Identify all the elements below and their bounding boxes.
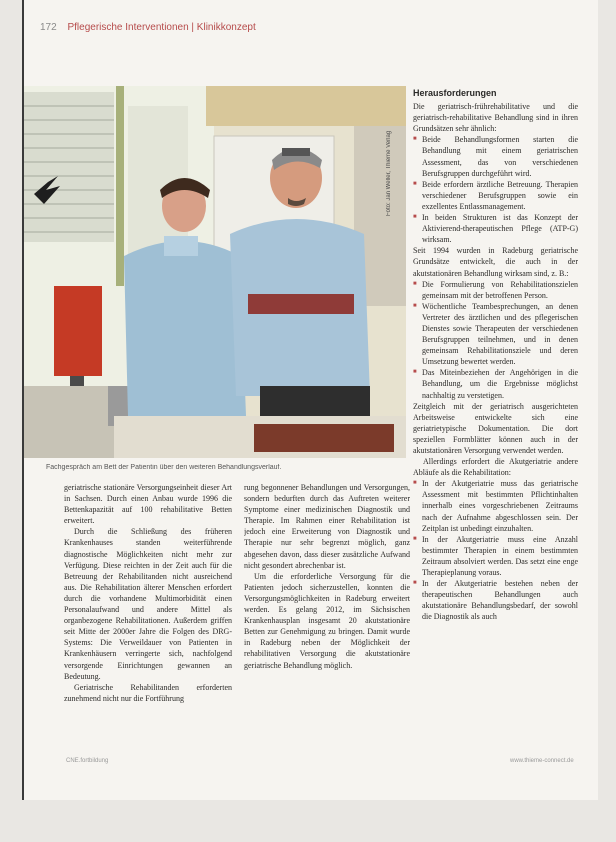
- list-item: ■ In beiden Strukturen ist das Konzept der Aktivierend-therapeutischen Pflege (ATP-G) wirksam.: [422, 212, 578, 245]
- list-item: ■ In der Akutgeriatrie muss das geriatrische Assessment mit bestimmten Pflichtinhalten innerhalb eines vorgeschriebenen Zeitraums nach der Aufnahme abgeschlossen sein. Der Zeitplan ist unbedingt einzuhalten.: [422, 478, 578, 533]
- paragraph: Die geriatrisch-frührehabilitative und die geriatrisch-rehabilitative Behandlung sind in ihren Grundsätzen sehr ähnlich:: [413, 102, 578, 134]
- paragraph: rung begonnener Behandlungen und Versorgungen, sondern bedurften durch das Auftreten weiterer Symptome einer medizinischen Diagnostik und Therapie. Im Rahmen einer Rehabilitation ist jedoch eine Erweiterung von Diagnostik und Therapie nur sehr begrenzt möglich, ganz abgesehen davon, dass dieser zusätzliche Aufwand nicht gesondert abrechenbar ist.: [244, 483, 410, 570]
- section-title: Pflegerische Interventionen | Klinikkonzept: [67, 22, 256, 33]
- bullet-list: [413, 478, 578, 622]
- list-item: ■ Das Miteinbeziehen der Angehörigen in die Behandlung, um die Ergebnisse möglichst nachhaltig zu verstetigen.: [422, 367, 578, 400]
- photo-credit: Foto: Jan Weller, Thieme Verlag: [386, 130, 392, 216]
- text-column-right: [413, 88, 578, 748]
- page-number: 172: [40, 22, 57, 33]
- paragraph: Geriatrische Rehabilitanden erforderten zunehmend nicht nur die Fortführung: [64, 682, 232, 703]
- paragraph: Zeitgleich mit der geriatrisch ausgerichteten Arbeitsweise entwickelte sich eine geriatrietypische Dokumentation. Die dort speziellen Formblätter können auch in der akutstationären Versorgung verwendet werden.: [413, 401, 578, 455]
- text-column-left: [64, 482, 232, 748]
- bullet-list: [413, 279, 578, 401]
- list-item: ■ Beide Behandlungsformen starten die Behandlung mit einem geriatrischen Assessment, das von verschiedenen Berufsgruppen durchgeführt wird.: [422, 134, 578, 178]
- list-item: ■ Beide erfordern ärztliche Betreuung. Therapien verschiedener Berufsgruppen sowie ein exzellentes Entlassmanagement.: [422, 179, 578, 212]
- photo-illustration: [24, 86, 406, 458]
- paragraph: Um die erforderliche Versorgung für die Patienten jedoch sicherzustellen, konnten die Versorgungsmöglichkeiten in Radeburg erweitert werden. Es gelang 2012, im Sächsischen Krankenhausplan insgesamt 20 akutstationäre Betten zur Genehmigung zu bringen. Damit wurde in Radeburg neben der Möglichkeit der rehabilitativen Versorgung die akutstationäre geriatrische Behandlung möglich.: [244, 571, 410, 670]
- section-heading: Herausforderungen: [413, 88, 497, 98]
- footer-journal: CNE.fortbildung: [66, 758, 109, 764]
- list-item: ■ In der Akutgeriatrie bestehen neben der therapeutischen Behandlungen auch akutstationäre Behandlungsbedarf, der sowohl die Diagnostik als auch: [422, 578, 578, 622]
- text-column-middle: [244, 482, 410, 748]
- list-item: ■ Die Formulierung von Rehabilitationszielen gemeinsam mit der betroffenen Person.: [422, 279, 578, 301]
- paragraph: Allerdings erfordert die Akutgeriatrie andere Abläufe als die Rehabilitation:: [413, 457, 578, 478]
- list-item: ■ Wöchentliche Teambesprechungen, an denen Vertreter des ärztlichen und des pflegerischen Dienstes sowie Therapeuten der verschiedenen Berufsgruppen teilnehmen, und in denen gemeinsam Rehabilitationsziele und deren Umsetzung bewertet werden.: [422, 301, 578, 368]
- paragraph: geriatrische stationäre Versorgungseinheit dieser Art in Sachsen. Durch einen Anbau wurde 1996 die Bettenkapazität auf 100 rehabilitative Betten erweitert.: [64, 483, 232, 526]
- photo-credit-container: [386, 96, 398, 216]
- paragraph: Seit 1994 wurden in Radeburg geriatrische Grundsätze entwickelt, die auch in der akutstationären Behandlung wirksam sind, z. B.:: [413, 246, 578, 278]
- list-item: ■ In der Akutgeriatrie muss eine Anzahl bestimmter Therapien in einem bestimmten Zeitraum absolviert werden. Das setzt eine enge Therapieplanung voraus.: [422, 534, 578, 578]
- footer-url: www.thieme-connect.de: [510, 758, 574, 764]
- paragraph: Durch die Schließung des früheren Krankenhauses standen weiterführende diagnostische Möglichkeiten nicht mehr zur Verfügung. Diese reichten in der Zeit auch für die Betreuung der Rehabilitanden nicht ausreichend aus. Die Rehabilitation älterer Menschen erfordert durch die vorhandene Multimorbidität einen Personalaufwand und andere Mittel als organbezogene Rehabilitationen. Außerdem griffen seit Mitte der 2000er Jahre die Folgen des DRG-Systems: Die Verweildauer von Patienten in Krankenhäusern verringerte sich, nachfolgend versorgende Einrichtungen gewannen an Bedeutung.: [64, 527, 232, 681]
- running-header: [40, 22, 256, 33]
- photo-caption: Fachgespräch am Bett der Patientin über den weiteren Behandlungsverlauf.: [46, 464, 282, 471]
- article-photo: [24, 86, 406, 458]
- bullet-list: [413, 134, 578, 245]
